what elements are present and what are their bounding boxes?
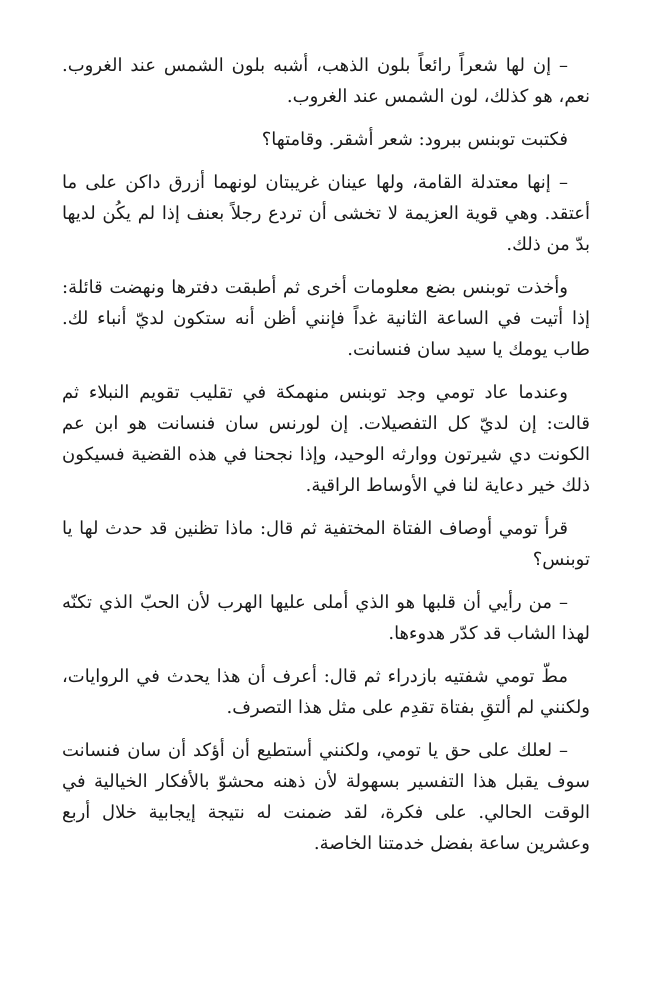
paragraph-dialog-heart: – من رأيي أن قلبها هو الذي أملى عليها الهرب لأن الحبّ الذي تكنّه لهذا الشاب قد كدّر هدوءها. <box>62 592 590 644</box>
paragraph-dialog-guarantee: – لعلك على حق يا تومي، ولكنني أستطيع أن أؤكد أن سان فنسانت سوف يقبل هذا التفسير بسهولة لأن ذهنه محشوّ بالأفكار الخيالية في الوقت الحالي. على فكرة، لقد ضمنت له نتيجة إيجابية خلال أربع وعشرين ساعة بفضل خدمتنا الخاصة. <box>62 740 590 854</box>
paragraph-tuppence-writes: فكتبت توبنس ببرود: شعر أشقر. وقامتها؟ <box>261 129 568 150</box>
paragraph-dialog-hair: – إن لها شعراً رائعاً بلون الذهب، أشبه بلون الشمس عند الغروب. نعم، هو كذلك، لون الشمس عند الغروب. <box>62 55 590 107</box>
paragraph-tommy-returns: وعندما عاد تومي وجد توبنس منهمكة في تقليب تقويم النبلاء ثم قالت: إن لديّ كل التفصيلات. إن لورنس سان فنسانت هو ابن عم الكونت دي شيرتون ووارثه الوحيد، وإذا نجحنا في هذه القضية فسيكون ذلك خير دعاية لنا في الأوساط الراقية. <box>62 382 590 496</box>
paragraph-tommy-scorn: مطّ تومي شفتيه بازدراء ثم قال: أعرف أن هذا يحدث في الروايات، ولكنني لم ألتقِ بفتاة تقدِم على مثل هذا التصرف. <box>62 666 590 718</box>
paragraph-dialog-height-eyes: – إنها معتدلة القامة، ولها عينان غريبتان لونهما أزرق داكن على ما أعتقد. وهي قوية العزيمة لا تخشى أن تردع رجلاً بعنف إذا لم يكُن لديها بدّ من ذلك. <box>62 172 590 255</box>
paragraph-tuppence-closes-notebook: وأخذت توبنس بضع معلومات أخرى ثم أطبقت دفترها ونهضت قائلة: إذا أتيت في الساعة الثانية غداً فإنني أظن أنه ستكون لديّ أنباء لك. طاب يومك يا سيد سان فنسانت. <box>62 277 590 360</box>
paragraph-tommy-reads: قرأ تومي أوصاف الفتاة المختفية ثم قال: ماذا تظنين قد حدث لها يا توبنس؟ <box>62 518 590 570</box>
book-page <box>62 50 590 871</box>
